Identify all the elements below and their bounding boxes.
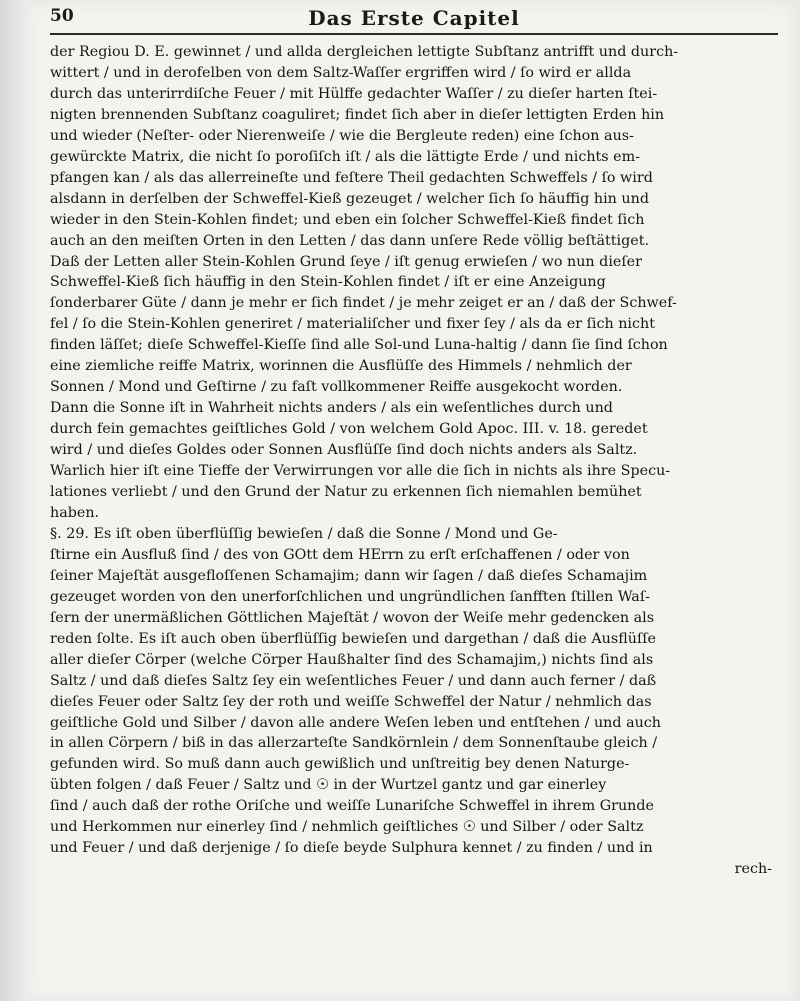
text-line: aller dieſer Cörper (welche Cörper Haußhalter ſind des Schamajim,) nichts ſind als bbox=[50, 651, 654, 668]
facing-page-edge bbox=[0, 0, 26, 1001]
text-line: gewürckte Matrix, die nicht ſo poroſiſch iſt / als die lättigte Erde / und nichts em- bbox=[50, 148, 641, 165]
text-line: nigten brennenden Subſtanz coaguliret; findet ſich aber in dieſer lettigten Erden hin bbox=[50, 106, 665, 123]
body-text bbox=[50, 42, 778, 880]
text-line: dieſes Feuer oder Saltz ſey der roth und weiſſe Schweffel der Natur / nehmlich das bbox=[50, 693, 652, 710]
running-head: Das Erste Capitel bbox=[308, 6, 520, 30]
page-header bbox=[50, 6, 778, 32]
text-line: durch das unterirrdiſche Feuer / mit Hülffe gedachter Waſſer / zu dieſer harten ſtei- bbox=[50, 85, 658, 102]
text-line: gefunden wird. So muß dann auch gewißlich und unſtreitig bey denen Naturge- bbox=[50, 756, 630, 773]
text-line: wird / und dieſes Goldes oder Sonnen Ausflüſſe ſind doch nichts anders als Saltz. bbox=[50, 442, 638, 459]
text-line: pfangen kan / als das allerreineſte und feſtere Theil gedachten Schweffels / ſo wird bbox=[50, 169, 653, 186]
text-line: auch an den meiſten Orten in den Letten / das dann unſere Rede völlig beſtättiget. bbox=[50, 232, 650, 249]
page-number: 50 bbox=[50, 6, 74, 26]
text-line: der Regiou D. E. gewinnet / und allda dergleichen lettigte Subſtanz antrifft und durch- bbox=[50, 44, 679, 60]
text-line: reden ſolte. Es iſt auch oben überflüſſig bewieſen und dargethan / daß die Ausflüſſe bbox=[50, 630, 656, 647]
text-line: Warlich hier iſt eine Tieffe der Verwirrungen vor alle die ſich in nichts als ihre Specu- bbox=[50, 463, 671, 480]
text-line: ſonderbarer Güte / dann je mehr er ſich findet / je mehr zeiget er an / daß der Schwef- bbox=[50, 295, 677, 312]
text-line: in allen Cörpern / biß in das allerzarteſte Sandkörnlein / dem Sonnenſtaube gleich / bbox=[50, 735, 658, 752]
text-line: fel / ſo die Stein-Kohlen generiret / materialiſcher und fixer ſey / als da er ſich nicht bbox=[50, 316, 655, 333]
text-line: ſind / auch daß der rothe Oriſche und weiſſe Lunariſche Schweffel in ihrem Grunde bbox=[50, 798, 654, 815]
text-line: haben. bbox=[50, 504, 100, 521]
text-line: durch fein gemachtes geiſtliches Gold / von welchem Gold Apoc. III. v. 18. geredet bbox=[50, 421, 648, 438]
text-line: und Feuer / und daß derjenige / ſo dieſe beyde Sulphura kennet / zu finden / und in bbox=[50, 840, 653, 857]
text-line: und Herkommen nur einerley ſind / nehmlich geiſtliches ☉ und Silber / oder Saltz bbox=[50, 819, 644, 836]
text-line: und wieder (Neſter- oder Nierenweiſe / wie die Bergleute reden) eine ſchon aus- bbox=[50, 127, 634, 144]
text-line: ſern der unermäßlichen Göttlichen Majeſtät / wovon der Weiſe mehr gedencken als bbox=[50, 609, 655, 626]
text-line: alsdann in derſelben der Schweffel-Kieß gezeuget / welcher ſich ſo häuffig hin und bbox=[50, 190, 649, 207]
header-rule bbox=[50, 33, 778, 35]
text-line: Schweffel-Kieß ſich häuffig in den Stein-Kohlen findet / iſt er eine Anzeigung bbox=[50, 274, 606, 291]
text-line: Sonnen / Mond und Geſtirne / zu faſt vollkommener Reiffe ausgekocht worden. bbox=[50, 379, 623, 396]
text-line: eine ziemliche reiffe Matrix, worinnen die Ausflüſſe des Himmels / nehmlich der bbox=[50, 358, 632, 375]
text-line: Saltz / und daß dieſes Saltz ſey ein weſentliches Feuer / und dann auch ferner / daß bbox=[50, 672, 657, 689]
text-line: §. 29. Es iſt oben überflüſſig bewieſen / daß die Sonne / Mond und Ge- bbox=[50, 525, 558, 542]
text-line: finden läſſet; dieſe Schweffel-Kieſſe ſind alle Sol-und Luna-haltig / dann ſie ſind ſchon bbox=[50, 337, 668, 354]
text-line: Daß der Letten aller Stein-Kohlen Grund ſeye / iſt genug erwieſen / wo nun dieſer bbox=[50, 253, 642, 270]
catchword: rech- bbox=[734, 861, 772, 878]
text-line: ſtirne ein Ausfluß ſind / des von GOtt dem HErrn zu erſt erſchaffenen / oder von bbox=[50, 546, 630, 563]
text-line: geiſtliche Gold und Silber / davon alle andere Weſen leben und entſtehen / und auch bbox=[50, 714, 662, 731]
text-line: übten folgen / daß Feuer / Saltz und ☉ in der Wurtzel gantz und gar einerley bbox=[50, 777, 607, 794]
text-line: wieder in den Stein-Kohlen findet; und eben ein ſolcher Schweffel-Kieß findet ſich bbox=[50, 211, 645, 228]
text-line: ſeiner Majeſtät ausgefloſſenen Schamajim; dann wir ſagen / daß dieſes Schamajim bbox=[50, 567, 648, 584]
text-line: gezeuget worden von den unerforſchlichen und ungründlichen ſanfften ſtillen Waſ- bbox=[50, 588, 650, 605]
text-line: lationes verliebt / und den Grund der Natur zu erkennen ſich niemahlen bemühet bbox=[50, 484, 642, 501]
text-line: Dann die Sonne iſt in Wahrheit nichts anders / als ein weſentliches durch und bbox=[50, 400, 613, 417]
text-line: wittert / und in derofelben von dem Saltz-Waſſer ergriffen wird / ſo wird er allda bbox=[50, 64, 632, 81]
